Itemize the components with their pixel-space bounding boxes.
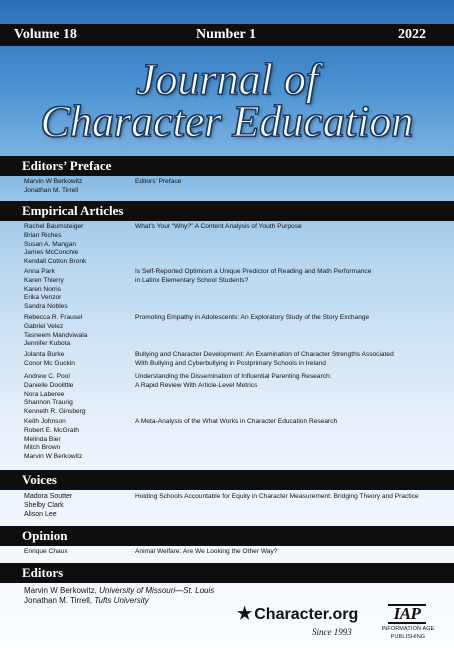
entry-authors: Jolanta Burke Conor Mc Guckin (24, 351, 75, 367)
section-heading-opinion: Opinion (0, 526, 454, 546)
character-org-logo: ★ Character.org (237, 604, 359, 623)
entry-title: Understanding the Dissemination of Influential Parenting Research: A Rapid Review With Article-Level Metrics (135, 373, 332, 389)
journal-title-line-2: Character Education (40, 97, 414, 146)
entry-title: Editors’ Preface (135, 178, 182, 185)
entry-title: A Meta-Analysis of the What Works in Character Education Research (135, 418, 338, 425)
entry-title: Promoting Empathy in Adolescents: An Exploratory Study of the Story Exchange (135, 314, 370, 321)
issue-number-label: Number 1 (196, 27, 257, 42)
editors-list (24, 586, 214, 606)
iap-logo (378, 604, 438, 641)
entry-title: Holding Schools Accountable for Equity in Character Measurement: Bridging Theory and Practice (135, 493, 419, 500)
entry-authors: Madora Soutter Shelby Clark Alison Lee (24, 493, 73, 519)
editor-line: Jonathan M. Tirrell, Tufts University (24, 596, 149, 605)
iap-publisher-line-1: INFORMATION AGE (381, 626, 435, 632)
section-heading-empirical: Empirical Articles (0, 201, 454, 221)
iap-mark: IAP (388, 604, 426, 624)
entry-authors: Andrew C. Pool Danielle Doolittle Nora Laberee Shannon Traurig Kenneth R. Ginsberg (24, 373, 86, 416)
entry-title: Is Self-Reported Optimism a Unique Predictor of Reading and Math Performance in Latinx Elementary School Students? (135, 268, 372, 284)
issue-info-bar (0, 24, 454, 46)
entry-authors: Enrique Chaux (24, 548, 68, 555)
entry-title: Bullying and Character Development: An Examination of Character Strengths Associated With Bullying and Cyberbullying in Postprimary Schools in Ireland (135, 351, 394, 367)
iap-publisher-line-2: PUBLISHING (390, 634, 426, 641)
entry-title: Animal Welfare: Are We Looking the Other Way? (135, 548, 278, 555)
section-heading-voices: Voices (0, 470, 454, 490)
editor-line: Marvin W Berkowitz, University of Missouri—St. Louis (24, 586, 215, 595)
journal-title-line-1: Journal of (135, 55, 319, 104)
entry-authors: Anna Park Karen Thierry Karen Norris Erika Venzor Sandra Nobles (24, 268, 68, 311)
section-heading-preface: Editors’ Preface (0, 156, 454, 176)
since-label: Since 1993 (312, 627, 352, 637)
section-heading-editors: Editors (0, 563, 454, 583)
entry-authors: Rachel Baumsteiger Brian Riches Susan A. Mangan James McConchie Kendall Cotton Bronk (24, 223, 87, 266)
entry-authors: Keith Johnson Robert E. McGrath Melinda Bier Mitch Brown Marvin W Berkowitz (24, 418, 83, 461)
entry-authors: Rebecca R. Frausel Gabriel Velez Tasneem Mandviwala Jennifer Kubota (24, 314, 88, 348)
star-icon: ★ (237, 604, 253, 623)
entry-title: What’s Your “Why?” A Content Analysis of Youth Purpose (135, 223, 302, 230)
year-label: 2022 (398, 27, 426, 42)
entry-authors: Marvin W Berkowitz Jonathan M. Tirrell (24, 178, 83, 194)
volume-label: Volume 18 (14, 27, 77, 42)
